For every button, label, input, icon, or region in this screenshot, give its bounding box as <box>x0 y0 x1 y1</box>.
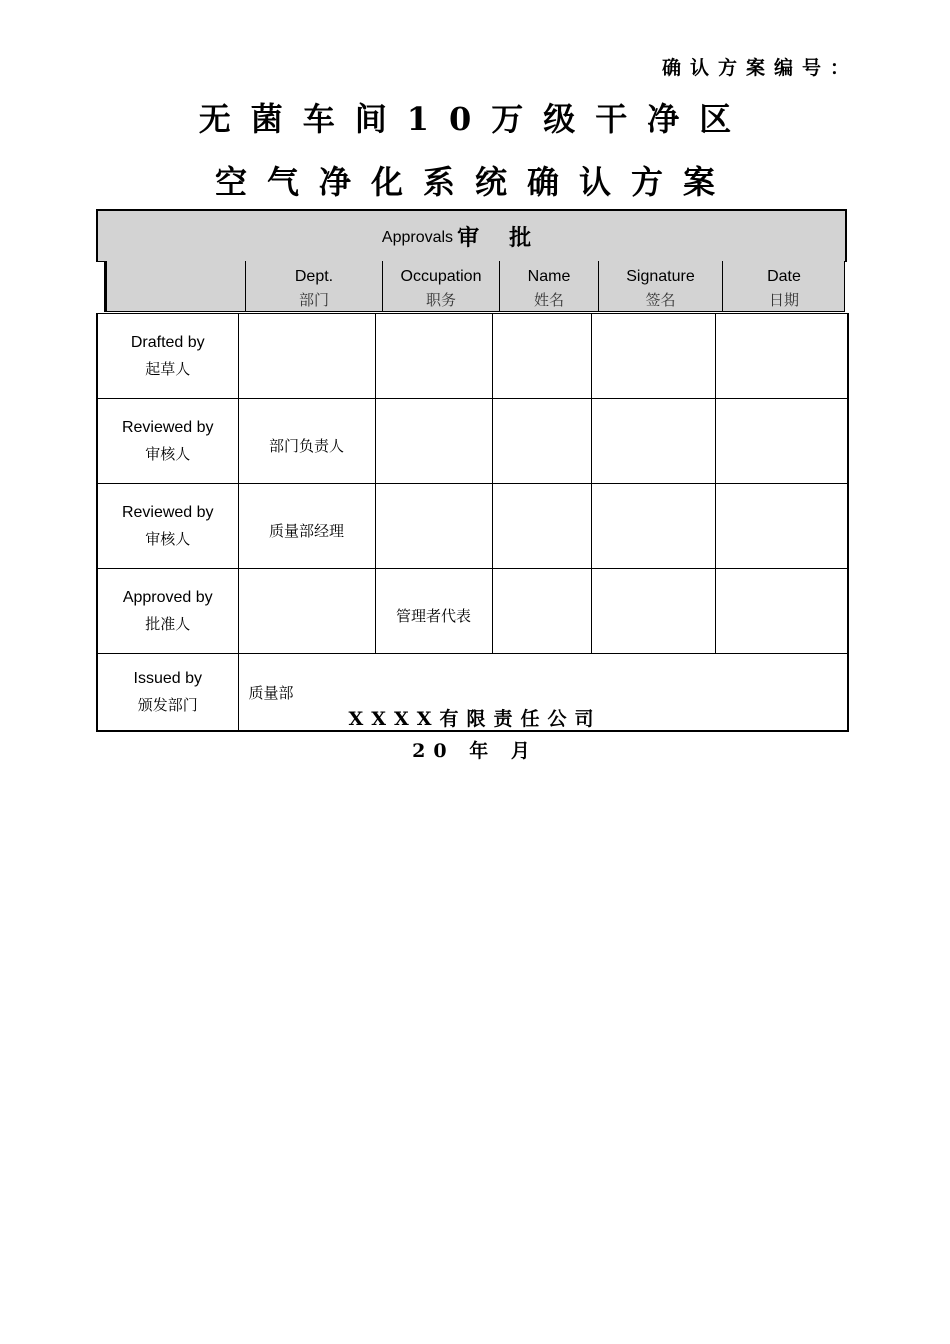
column-header-signature <box>598 261 722 311</box>
role-zh: 审核人 <box>145 444 191 463</box>
approvals-header <box>96 209 847 262</box>
name-cell[interactable] <box>492 399 591 484</box>
column-header-en: Date <box>767 268 801 285</box>
role-zh: 起草人 <box>145 359 191 378</box>
dept-cell[interactable] <box>238 314 375 399</box>
issue-date: 20 年 月 <box>412 740 538 762</box>
role-cell <box>97 314 238 399</box>
role-en: Issued by <box>133 669 202 687</box>
name-cell[interactable] <box>492 569 591 654</box>
signature-cell[interactable] <box>591 484 715 569</box>
column-header-occupation <box>382 261 499 311</box>
column-header-name <box>499 261 598 311</box>
occupation-cell[interactable] <box>375 314 492 399</box>
column-header-zh: 部门 <box>298 291 329 309</box>
table-row <box>97 484 848 569</box>
column-header-dept <box>245 261 382 311</box>
signature-cell[interactable] <box>591 399 715 484</box>
occupation-cell[interactable] <box>375 484 492 569</box>
column-header-date <box>722 261 845 311</box>
column-header-en: Name <box>527 268 571 285</box>
approvals-title-en: Approvals <box>381 229 454 246</box>
date-cell[interactable] <box>715 569 848 654</box>
column-header-en: Dept. <box>294 268 334 285</box>
signature-cell[interactable] <box>591 314 715 399</box>
column-header-row <box>104 261 845 312</box>
role-en: Approved by <box>122 588 213 606</box>
column-header-zh: 职务 <box>425 291 456 309</box>
role-zh: 批准人 <box>145 614 191 633</box>
protocol-number-label: 确认方案编号： <box>661 57 858 79</box>
column-header-zh: 日期 <box>768 291 799 309</box>
table-row <box>97 569 848 654</box>
document-title-line-2: 空气净化系统确认方案 <box>214 163 735 201</box>
role-zh: 审核人 <box>145 529 191 548</box>
occupation-cell[interactable] <box>375 399 492 484</box>
role-en: Drafted by <box>130 333 205 351</box>
role-zh: 颁发部门 <box>137 695 198 714</box>
approvals-title-zh: 审批 <box>457 225 562 251</box>
role-cell <box>97 399 238 484</box>
date-cell[interactable] <box>715 314 848 399</box>
column-header-zh: 签名 <box>645 291 676 309</box>
dept-cell[interactable] <box>238 569 375 654</box>
occupation-cell[interactable]: 管理者代表 <box>375 569 492 654</box>
column-header-zh: 姓名 <box>533 291 564 309</box>
role-en: Reviewed by <box>121 503 214 521</box>
role-cell <box>97 569 238 654</box>
company-name: XXXX有限责任公司 <box>348 708 602 730</box>
role-en: Reviewed by <box>121 418 214 436</box>
role-cell <box>97 484 238 569</box>
column-header-en: Signature <box>626 268 695 285</box>
approvals-body <box>96 313 849 732</box>
column-header-blank <box>104 261 245 311</box>
table-row <box>97 399 848 484</box>
approvals-table <box>96 209 847 714</box>
dept-cell[interactable]: 部门负责人 <box>238 399 375 484</box>
document-title-line-1: 无菌车间10万级干净区 <box>198 100 752 138</box>
column-header-en: Occupation <box>400 268 482 285</box>
name-cell[interactable] <box>492 484 591 569</box>
date-cell[interactable] <box>715 484 848 569</box>
name-cell[interactable] <box>492 314 591 399</box>
signature-cell[interactable] <box>591 569 715 654</box>
table-row <box>97 314 848 399</box>
date-cell[interactable] <box>715 399 848 484</box>
dept-cell[interactable]: 质量部经理 <box>238 484 375 569</box>
issuing-department-cell[interactable]: 质量部 <box>238 654 848 732</box>
